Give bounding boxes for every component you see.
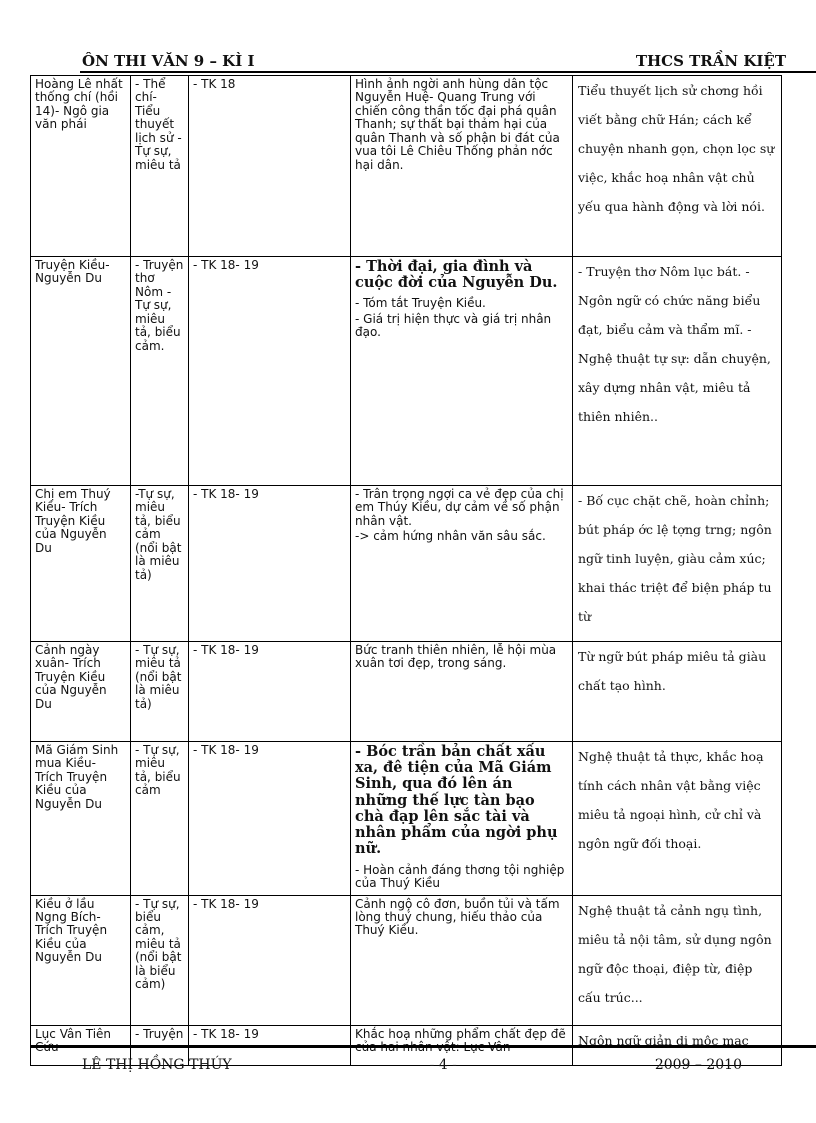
header-left: ÔN THI VĂN 9 – KÌ I xyxy=(82,52,255,70)
content-cell xyxy=(351,486,573,642)
content-cell xyxy=(351,895,573,1025)
header-rule xyxy=(80,71,816,73)
time-cell: - TK 18- 19 xyxy=(189,257,351,486)
time-cell: - TK 18 xyxy=(189,76,351,257)
table-row xyxy=(31,895,782,1025)
footer-author: LÊ THỊ HỒNG THÚY xyxy=(82,1057,232,1073)
genre-cell: - Truyện thơ Nôm - Tự sự, miêu tả, biểu cảm. xyxy=(131,257,189,486)
content-paragraph: Hình ảnh ngời anh hùng dân tộc Nguyễn Huệ- Quang Trung với chiến công thần tốc đại phá quân Thanh; sự thất bại thảm hại của quân Thanh và số phận bi đát của vua tôi Lê Chiêu Thống phản nớc hại dân. xyxy=(355,77,560,172)
content-paragraph: Cảnh ngộ cô đơn, buồn tủi và tấm lòng thuỷ chung, hiếu thảo của Thuý Kiều. xyxy=(355,896,560,938)
work-cell: Cảnh ngày xuân- Trích Truyện Kiều của Nguyễn Du xyxy=(31,642,131,742)
work-cell: Mã Giám Sinh mua Kiều- Trích Truyện Kiều của Nguyễn Du xyxy=(31,742,131,896)
art-cell: Từ ngữ bút pháp miêu tả giàu chất tạo hình. xyxy=(573,642,782,742)
art-cell: Ngôn ngữ giản dị mộc mạc xyxy=(573,1025,782,1065)
content-heading: - Thời đại, gia đình và cuộc đời của Nguyễn Du. xyxy=(355,258,558,292)
time-cell: - TK 18- 19 xyxy=(189,1025,351,1065)
header-right: THCS TRẦN KIỆT xyxy=(635,52,786,70)
content-paragraph: - Giá trị hiện thực và giá trị nhân đạo. xyxy=(355,311,552,340)
content-cell xyxy=(351,642,573,742)
time-cell: - TK 18- 19 xyxy=(189,486,351,642)
table-row xyxy=(31,742,782,896)
time-cell: - TK 18- 19 xyxy=(189,895,351,1025)
genre-cell: - Thể chí- Tiểu thuyết lịch sử - Tự sự, miêu tả xyxy=(131,76,189,257)
content-table-wrap xyxy=(30,75,781,1054)
work-cell: Lục Vân Tiên Cứu xyxy=(31,1025,131,1065)
work-cell: Truyện Kiều- Nguyễn Du xyxy=(31,257,131,486)
content-paragraph: Bức tranh thiên nhiên, lễ hội mùa xuân tơi đẹp, trong sáng. xyxy=(355,643,557,671)
genre-cell: - Truyện xyxy=(131,1025,189,1065)
time-cell: - TK 18- 19 xyxy=(189,642,351,742)
art-cell: Nghệ thuật tả cảnh ngụ tình, miêu tả nội tâm, sử dụng ngôn ngữ độc thoại, điệp từ, điệp cấu trúc... xyxy=(573,895,782,1025)
content-paragraph: -> cảm hứng nhân văn sâu sắc. xyxy=(355,529,546,544)
table-row xyxy=(31,76,782,257)
footer-year: 2009 – 2010 xyxy=(654,1057,742,1073)
content-table xyxy=(30,75,782,1066)
table-row xyxy=(31,642,782,742)
work-cell: Hoàng Lê nhất thống chí (hồi 14)- Ngô gia văn phái xyxy=(31,76,131,257)
genre-cell: -Tự sự, miêu tả, biểu cảm (nổi bật là miêu tả) xyxy=(131,486,189,642)
content-paragraph: Khắc hoạ những phẩm chất đẹp đẽ của hai nhân vật: Lục Vân xyxy=(355,1026,566,1054)
art-cell: Nghệ thuật tả thực, khắc hoạ tính cách nhân vật bằng việc miêu tả ngoại hình, cử chỉ và ngôn ngữ đối thoại. xyxy=(573,742,782,896)
content-cell xyxy=(351,257,573,486)
content-paragraph: - Hoàn cảnh đáng thơng tội nghiệp của Thuý Kiều xyxy=(355,862,565,891)
footer-rule xyxy=(30,1045,816,1048)
work-cell: Kiều ở lầu Ngng Bích- Trích Truyện Kiều của Nguyễn Du xyxy=(31,895,131,1025)
content-paragraph: - Trân trọng ngợi ca vẻ đẹp của chị em Thúy Kiều, dự cảm về số phận nhân vật. xyxy=(355,487,564,528)
genre-cell: - Tự sự, biểu cảm, miêu tả (nổi bật là biểu cảm) xyxy=(131,895,189,1025)
art-cell: Tiểu thuyết lịch sử chơng hồi viết bằng chữ Hán; cách kể chuyện nhanh gọn, chọn lọc sự việc, khắc hoạ nhân vật chủ yếu qua hành động và lời nói. xyxy=(573,76,782,257)
content-heading: - Bóc trần bản chất xấu xa, đê tiện của Mã Giám Sinh, qua đó lên án những thế lực tàn bạo chà đạp lên sắc tài và nhân phẩm của ngời phụ nữ. xyxy=(355,743,558,858)
art-cell: - Bố cục chặt chẽ, hoàn chỉnh; bút pháp ớc lệ tợng trng; ngôn ngữ tinh luyện, giàu cảm xúc; khai thác triệt để biện pháp tu từ xyxy=(573,486,782,642)
footer-page-number: - 4 - xyxy=(429,1057,457,1073)
table-row xyxy=(31,257,782,486)
time-cell: - TK 18- 19 xyxy=(189,742,351,896)
content-cell xyxy=(351,742,573,896)
genre-cell: - Tự sự, miêu tả, biểu cảm xyxy=(131,742,189,896)
page-footer xyxy=(82,1057,742,1073)
page-header xyxy=(82,46,786,70)
table-row xyxy=(31,486,782,642)
genre-cell: - Tự sự, miêu tả (nổi bật là miêu tả) xyxy=(131,642,189,742)
content-paragraph: - Tóm tắt Truyện Kiều. xyxy=(355,296,486,311)
work-cell: Chị em Thuý Kiều- Trích Truyện Kiều của Nguyễn Du xyxy=(31,486,131,642)
content-cell xyxy=(351,76,573,257)
art-cell: - Truyện thơ Nôm lục bát. - Ngôn ngữ có chức năng biểu đạt, biểu cảm và thẩm mĩ. - Nghệ thuật tự sự: dẫn chuyện, xây dựng nhân vật, miêu tả thiên nhiên.. xyxy=(573,257,782,486)
